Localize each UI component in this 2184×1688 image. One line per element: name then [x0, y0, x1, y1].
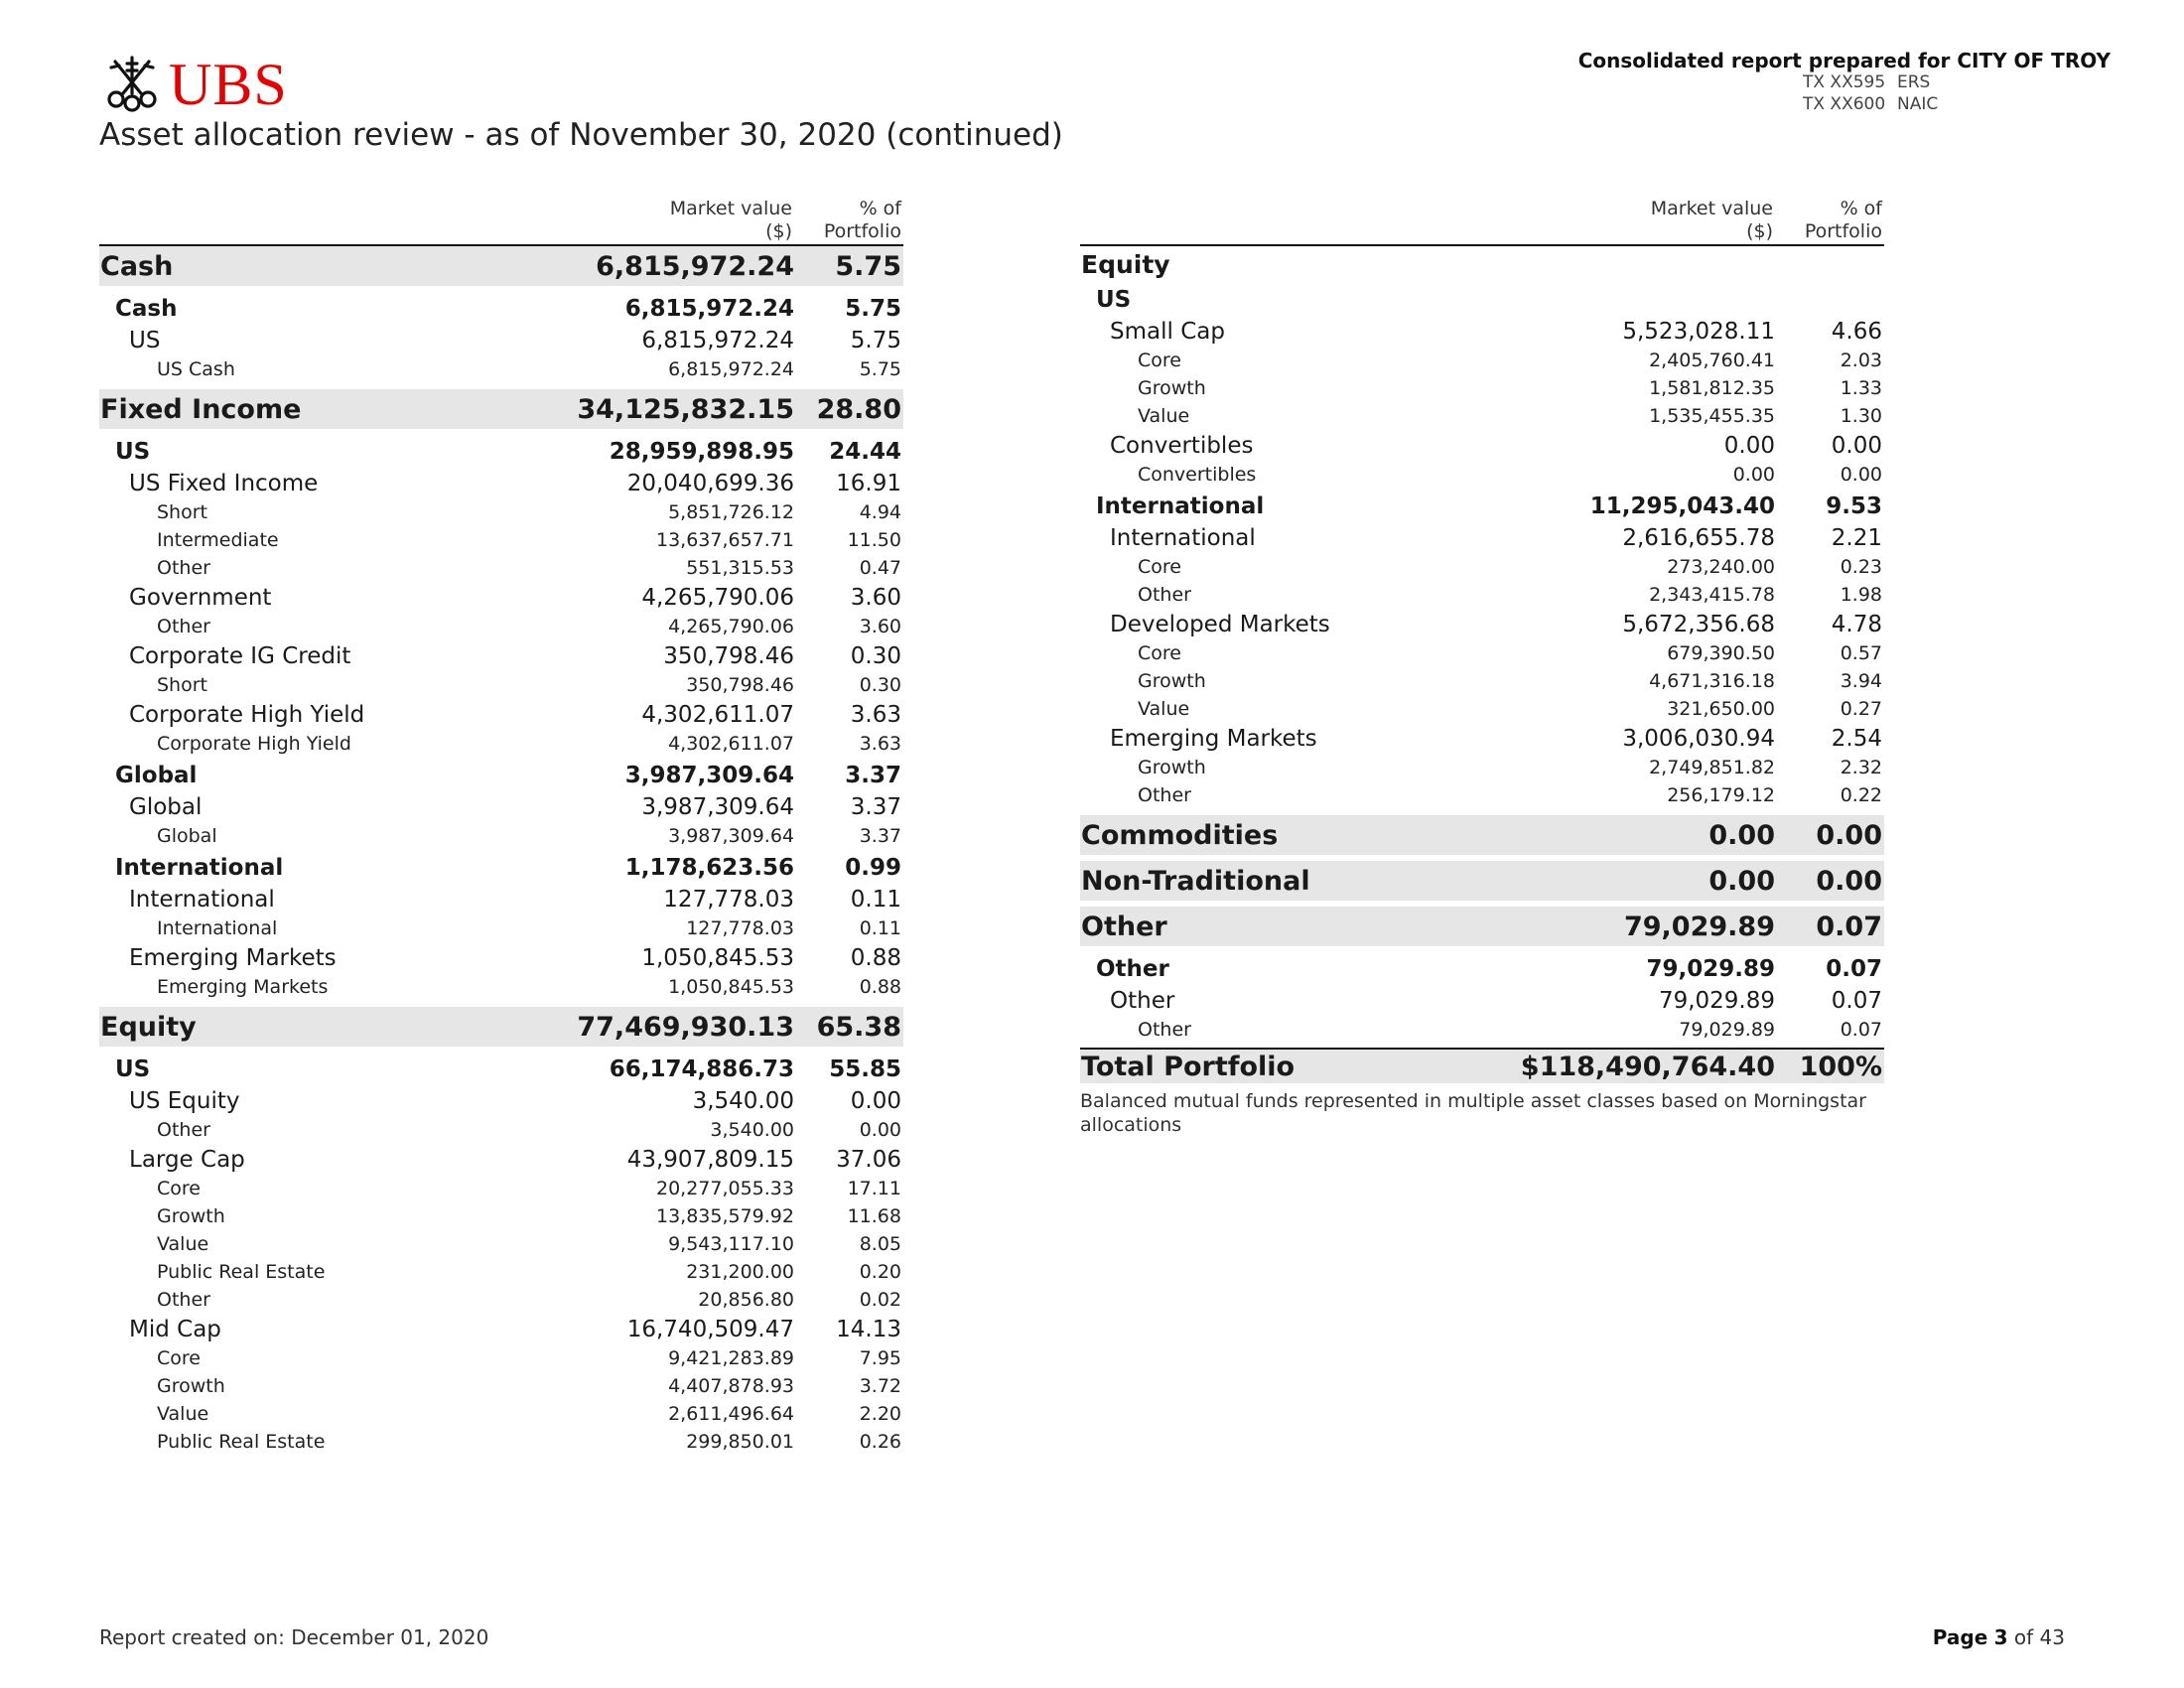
portfolio-percent: 0.07: [1840, 1019, 1882, 1041]
row-label: Non-Traditional: [1081, 865, 1310, 897]
footnote: Balanced mutual funds represented in multiple asset classes based on Morningstar allocations: [1080, 1090, 1866, 1136]
allocation-table-right: [1080, 195, 1884, 1137]
table-row: [99, 822, 903, 850]
market-value: 66,174,886.73: [609, 1056, 794, 1082]
table-row: [99, 884, 903, 914]
asset-class-row: [99, 246, 903, 286]
table-row: [1080, 347, 1884, 374]
portfolio-percent: 3.94: [1840, 670, 1882, 692]
portfolio-percent: 0.00: [859, 1119, 901, 1141]
row-label: Emerging Markets: [129, 945, 337, 971]
portfolio-percent: 3.60: [859, 616, 901, 637]
market-value: 2,405,760.41: [1649, 350, 1775, 371]
row-label: US: [115, 1056, 151, 1082]
row-label: Value: [157, 1403, 209, 1425]
row-label: Cash: [100, 250, 174, 282]
table-header: [99, 195, 903, 246]
account-id: TX XX600: [1803, 94, 1886, 114]
portfolio-percent: 0.23: [1840, 556, 1882, 578]
row-label: Emerging Markets: [1110, 726, 1317, 752]
row-label: Other: [157, 616, 210, 637]
table-row: [1080, 985, 1884, 1016]
portfolio-percent: 0.30: [850, 643, 901, 669]
row-label: Global: [129, 794, 203, 820]
row-label: Other: [1138, 1019, 1191, 1041]
row-label: Equity: [100, 1011, 197, 1043]
market-value: 231,200.00: [686, 1261, 794, 1283]
portfolio-percent: 0.00: [1816, 865, 1882, 897]
market-value: 4,302,611.07: [641, 702, 794, 728]
table-row: [99, 526, 903, 554]
market-value: 1,178,623.56: [624, 855, 794, 881]
portfolio-percent: 3.72: [859, 1375, 901, 1397]
table-row: [1080, 282, 1884, 316]
table-row: [1080, 316, 1884, 347]
row-label: Other: [1081, 911, 1167, 942]
portfolio-percent: 4.94: [859, 501, 901, 523]
table-row: [99, 973, 903, 1001]
client-header: [1416, 50, 2111, 115]
portfolio-percent: 14.13: [836, 1317, 901, 1342]
market-value: 4,671,316.18: [1649, 670, 1775, 692]
market-value: 1,050,845.53: [668, 976, 794, 998]
market-value: 34,125,832.15: [577, 393, 794, 425]
row-label: Large Cap: [129, 1147, 245, 1173]
portfolio-percent: 1.98: [1840, 584, 1882, 606]
market-value: 350,798.46: [663, 643, 794, 669]
market-value: 6,815,972.24: [641, 328, 794, 353]
table-row: [99, 1314, 903, 1344]
asset-class-row: [1080, 815, 1884, 855]
row-label: International: [1110, 525, 1256, 551]
client-line: [1416, 50, 2111, 71]
market-value: 5,851,726.12: [668, 501, 794, 523]
table-body: [1080, 246, 1884, 1044]
portfolio-percent: 11.50: [847, 529, 901, 551]
market-value: 5,523,028.11: [1622, 319, 1775, 345]
table-row: [1080, 951, 1884, 985]
row-label: US: [1096, 287, 1132, 313]
asset-class-row: [99, 389, 903, 429]
total-percent: 100%: [1799, 1051, 1882, 1082]
market-value-header: Market value ($): [669, 198, 792, 242]
row-label: Emerging Markets: [157, 976, 329, 998]
table-row: [99, 791, 903, 822]
market-value: 3,987,309.64: [624, 763, 794, 788]
market-value: 551,315.53: [686, 557, 794, 579]
table-row: [99, 1230, 903, 1258]
row-label: US Cash: [157, 358, 235, 380]
table-row: [99, 1372, 903, 1400]
row-label: Small Cap: [1110, 319, 1225, 345]
market-value: 16,740,509.47: [626, 1317, 794, 1342]
portfolio-percent: 5.75: [845, 296, 901, 322]
table-row: [99, 1085, 903, 1116]
portfolio-percent: 65.38: [816, 1011, 901, 1043]
market-value: 4,265,790.06: [641, 585, 794, 611]
portfolio-percent: 8.05: [859, 1233, 901, 1255]
portfolio-percent: 3.37: [845, 763, 901, 788]
portfolio-percent: 9.53: [1826, 493, 1882, 519]
portfolio-percent: 0.99: [845, 855, 901, 881]
row-label: Core: [1138, 642, 1181, 664]
table-row: [99, 554, 903, 582]
market-value: 127,778.03: [686, 917, 794, 939]
portfolio-percent: 0.07: [1816, 911, 1882, 942]
portfolio-percent: 0.88: [859, 976, 901, 998]
row-label: Value: [157, 1233, 209, 1255]
portfolio-percent: 4.78: [1831, 612, 1882, 637]
row-label: Corporate IG Credit: [129, 643, 351, 669]
percent-header: % of Portfolio: [823, 198, 901, 242]
table-row: [99, 1286, 903, 1314]
market-value: 13,637,657.71: [655, 529, 794, 551]
page-prefix: Page: [1932, 1625, 1988, 1649]
portfolio-percent: 3.63: [850, 702, 901, 728]
row-label: Growth: [1138, 670, 1206, 692]
account-row: [1803, 93, 2111, 115]
market-value: 3,540.00: [692, 1088, 794, 1114]
account-type: NAIC: [1897, 94, 1939, 114]
portfolio-percent: 7.95: [859, 1347, 901, 1369]
page-current: 3: [1993, 1625, 2008, 1649]
account-row: [1803, 71, 2111, 93]
portfolio-percent: 5.75: [859, 358, 901, 380]
portfolio-percent: 3.63: [859, 733, 901, 755]
portfolio-percent: 2.32: [1840, 757, 1882, 778]
row-label: Short: [157, 501, 207, 523]
portfolio-percent: 0.00: [1816, 819, 1882, 851]
portfolio-percent: 0.26: [859, 1431, 901, 1453]
portfolio-percent: 3.37: [850, 794, 901, 820]
market-value: 2,343,415.78: [1649, 584, 1775, 606]
table-row: [99, 1428, 903, 1456]
portfolio-percent: 5.75: [850, 328, 901, 353]
market-value: 4,407,878.93: [668, 1375, 794, 1397]
table-row: [1080, 461, 1884, 489]
row-label: Public Real Estate: [157, 1261, 326, 1283]
market-value: 1,581,812.35: [1649, 377, 1775, 399]
row-label: Convertibles: [1110, 433, 1254, 459]
table-row: [99, 730, 903, 758]
table-row: [99, 914, 903, 942]
table-row: [1080, 522, 1884, 553]
market-value: 1,535,455.35: [1649, 405, 1775, 427]
total-portfolio-row: [1080, 1048, 1884, 1083]
table-row: [1080, 489, 1884, 522]
portfolio-percent: 37.06: [836, 1147, 901, 1173]
row-label: Equity: [1081, 250, 1170, 279]
table-row: [1080, 695, 1884, 723]
portfolio-percent: 24.44: [829, 439, 901, 465]
portfolio-percent: 0.20: [859, 1261, 901, 1283]
row-label: International: [1096, 493, 1265, 519]
table-row: [99, 582, 903, 613]
table-row: [1080, 374, 1884, 402]
market-value: 13,835,579.92: [655, 1205, 794, 1227]
row-label: Growth: [157, 1205, 225, 1227]
portfolio-percent: 2.54: [1831, 726, 1882, 752]
portfolio-percent: 0.07: [1826, 956, 1882, 982]
market-value: 28,959,898.95: [609, 439, 794, 465]
row-label: Other: [157, 557, 210, 579]
market-value: 273,240.00: [1667, 556, 1775, 578]
row-label: Other: [157, 1289, 210, 1311]
market-value: 256,179.12: [1667, 784, 1775, 806]
table-row: [99, 1258, 903, 1286]
market-value: 9,421,283.89: [668, 1347, 794, 1369]
brand-name: UBS: [169, 52, 288, 117]
portfolio-percent: 3.60: [850, 585, 901, 611]
market-value: 2,749,851.82: [1649, 757, 1775, 778]
market-value: 6,815,972.24: [596, 250, 794, 282]
market-value: 321,650.00: [1667, 698, 1775, 720]
table-row: [99, 1400, 903, 1428]
table-row: [99, 942, 903, 973]
row-label: Other: [1110, 988, 1175, 1014]
table-row: [99, 613, 903, 640]
row-label: Public Real Estate: [157, 1431, 326, 1453]
allocation-table-left: [99, 195, 903, 1456]
row-label: Growth: [1138, 377, 1206, 399]
market-value: 0.00: [1708, 819, 1775, 851]
total-label: Total Portfolio: [1081, 1051, 1296, 1082]
table-row: [99, 1344, 903, 1372]
portfolio-percent: 0.11: [850, 887, 901, 913]
market-value: 79,029.89: [1623, 911, 1775, 942]
table-row: [1080, 723, 1884, 754]
portfolio-percent: 2.20: [859, 1403, 901, 1425]
portfolio-percent: 5.75: [835, 250, 901, 282]
row-label: US: [129, 328, 161, 353]
table-row: [99, 699, 903, 730]
portfolio-percent: 0.47: [859, 557, 901, 579]
portfolio-percent: 2.03: [1840, 350, 1882, 371]
market-value: 20,856.80: [698, 1289, 794, 1311]
market-value: 2,616,655.78: [1622, 525, 1775, 551]
row-label: Short: [157, 674, 207, 696]
client-prefix: Consolidated report prepared for: [1577, 49, 1951, 72]
portfolio-percent: 28.80: [816, 393, 901, 425]
page-number: [1933, 1625, 2065, 1649]
total-market-value: $118,490,764.40: [1520, 1051, 1775, 1082]
row-label: US: [115, 439, 151, 465]
market-value: 127,778.03: [663, 887, 794, 913]
market-value: 6,815,972.24: [624, 296, 794, 322]
asset-class-row: [1080, 907, 1884, 946]
table-row: [99, 355, 903, 383]
table-row: [99, 850, 903, 884]
table-row: [1080, 609, 1884, 639]
table-row: [1080, 639, 1884, 667]
table-row: [99, 434, 903, 468]
table-row: [99, 1175, 903, 1202]
portfolio-percent: 11.68: [847, 1205, 901, 1227]
portfolio-percent: 0.11: [859, 917, 901, 939]
table-row: [99, 468, 903, 498]
table-row: [99, 1052, 903, 1085]
row-label: Commodities: [1081, 819, 1279, 851]
market-value: 11,295,043.40: [1589, 493, 1775, 519]
market-value: 43,907,809.15: [626, 1147, 794, 1173]
row-label: US Fixed Income: [129, 471, 319, 496]
market-value: 2,611,496.64: [668, 1403, 794, 1425]
row-label: Core: [1138, 350, 1181, 371]
table-row: [99, 291, 903, 325]
portfolio-percent: 0.00: [1840, 464, 1882, 486]
table-row: [99, 671, 903, 699]
market-value: 6,815,972.24: [668, 358, 794, 380]
row-label: Global: [115, 763, 198, 788]
market-value: 0.00: [1723, 433, 1775, 459]
market-value: 4,302,611.07: [668, 733, 794, 755]
portfolio-percent: 1.33: [1840, 377, 1882, 399]
table-body: [99, 246, 903, 1456]
market-value: 0.00: [1708, 865, 1775, 897]
account-list: [1803, 71, 2111, 115]
row-label: Value: [1138, 698, 1190, 720]
portfolio-percent: 0.22: [1840, 784, 1882, 806]
portfolio-percent: 17.11: [847, 1178, 901, 1199]
table-row: [1080, 430, 1884, 461]
table-row: [1080, 553, 1884, 581]
page-total: of 43: [2013, 1625, 2065, 1649]
market-value: 3,987,309.64: [668, 825, 794, 847]
row-label: Corporate High Yield: [129, 702, 365, 728]
row-label: Other: [1138, 784, 1191, 806]
report-created-date: Report created on: December 01, 2020: [99, 1625, 489, 1649]
row-label: Growth: [1138, 757, 1206, 778]
table-row: [99, 498, 903, 526]
account-id: TX XX595: [1803, 72, 1886, 92]
row-label: Intermediate: [157, 529, 279, 551]
portfolio-percent: 16.91: [836, 471, 901, 496]
market-value: 20,040,699.36: [626, 471, 794, 496]
portfolio-percent: 0.07: [1831, 988, 1882, 1014]
portfolio-percent: 0.30: [859, 674, 901, 696]
row-label: Cash: [115, 296, 178, 322]
market-value: 79,029.89: [1658, 988, 1775, 1014]
market-value: 79,029.89: [1679, 1019, 1775, 1041]
row-label: Corporate High Yield: [157, 733, 351, 755]
market-value: 3,540.00: [710, 1119, 794, 1141]
row-label: Global: [157, 825, 217, 847]
row-label: Core: [1138, 556, 1181, 578]
market-value: 4,265,790.06: [668, 616, 794, 637]
portfolio-percent: 0.88: [850, 945, 901, 971]
market-value: 79,029.89: [1646, 956, 1775, 982]
market-value: 350,798.46: [686, 674, 794, 696]
market-value: 5,672,356.68: [1622, 612, 1775, 637]
portfolio-percent: 0.27: [1840, 698, 1882, 720]
table-row: [99, 1144, 903, 1175]
table-row: [1080, 1016, 1884, 1044]
asset-class-row: [99, 1007, 903, 1047]
table-row: [99, 640, 903, 671]
row-label: Convertibles: [1138, 464, 1257, 486]
table-row: [99, 1116, 903, 1144]
market-value: 299,850.01: [686, 1431, 794, 1453]
table-row: [1080, 754, 1884, 781]
row-label: Core: [157, 1178, 201, 1199]
table-row: [1080, 246, 1884, 282]
row-label: International: [115, 855, 284, 881]
table-header: [1080, 195, 1884, 246]
row-label: Government: [129, 585, 272, 611]
market-value: 77,469,930.13: [577, 1011, 794, 1043]
ubs-keys-icon: [101, 54, 163, 115]
portfolio-percent: 55.85: [829, 1056, 901, 1082]
market-value: 9,543,117.10: [668, 1233, 794, 1255]
percent-header: % of Portfolio: [1804, 198, 1882, 242]
row-label: Other: [1096, 956, 1169, 982]
portfolio-percent: 0.57: [1840, 642, 1882, 664]
row-label: Value: [1138, 405, 1190, 427]
row-label: Other: [1138, 584, 1191, 606]
asset-class-row: [1080, 861, 1884, 901]
table-row: [1080, 402, 1884, 430]
table-row: [1080, 581, 1884, 609]
table-row: [1080, 781, 1884, 809]
portfolio-percent: 0.00: [850, 1088, 901, 1114]
table-row: [99, 325, 903, 355]
row-label: International: [129, 887, 275, 913]
portfolio-percent: 4.66: [1831, 319, 1882, 345]
market-value-header: Market value ($): [1650, 198, 1773, 242]
portfolio-percent: 2.21: [1831, 525, 1882, 551]
row-label: International: [157, 917, 278, 939]
row-label: Mid Cap: [129, 1317, 221, 1342]
market-value: 0.00: [1732, 464, 1775, 486]
account-type: ERS: [1897, 72, 1931, 92]
row-label: US Equity: [129, 1088, 240, 1114]
portfolio-percent: 0.02: [859, 1289, 901, 1311]
portfolio-percent: 3.37: [859, 825, 901, 847]
market-value: 1,050,845.53: [641, 945, 794, 971]
table-row: [99, 1202, 903, 1230]
row-label: Other: [157, 1119, 210, 1141]
row-label: Fixed Income: [100, 393, 302, 425]
page-title: Asset allocation review - as of November 30, 2020 (continued): [99, 117, 1063, 153]
portfolio-percent: 0.00: [1831, 433, 1882, 459]
row-label: Growth: [157, 1375, 225, 1397]
market-value: 3,987,309.64: [641, 794, 794, 820]
client-name: CITY OF TROY: [1957, 49, 2111, 72]
row-label: Core: [157, 1347, 201, 1369]
ubs-logo: [101, 52, 288, 117]
market-value: 3,006,030.94: [1622, 726, 1775, 752]
market-value: 20,277,055.33: [655, 1178, 794, 1199]
table-row: [99, 758, 903, 791]
table-row: [1080, 667, 1884, 695]
portfolio-percent: 1.30: [1840, 405, 1882, 427]
row-label: Developed Markets: [1110, 612, 1330, 637]
market-value: 679,390.50: [1667, 642, 1775, 664]
